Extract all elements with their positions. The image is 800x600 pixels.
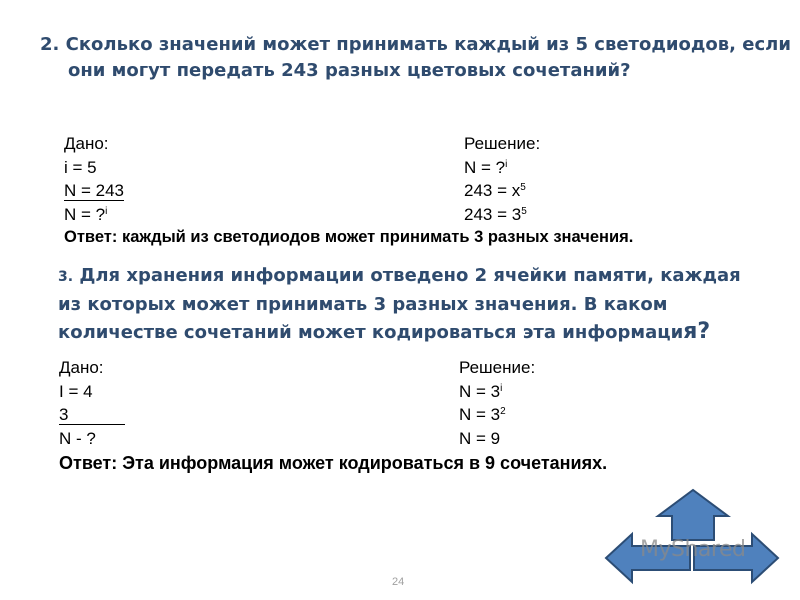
solution-line: $N = 3^i$ — [459, 381, 503, 401]
given-line: I = 4 — [59, 381, 93, 401]
given-line-underlined: 3 — [59, 405, 125, 425]
question-3-text: Для хранения информации отведено 2 ячейки памяти, каждая из которых может принимать 3 разных значения. В каком количестве сочетаний может кодироваться эта информаци — [58, 265, 741, 343]
solution-label: Решение: — [464, 134, 541, 153]
given-line: N = ?$^i$ — [64, 204, 108, 224]
given-block-2 — [59, 356, 125, 450]
solution-label: Решение: — [459, 358, 536, 377]
answer-2: Ответ: Эта информация может кодироваться в 9 сочетаниях. — [59, 453, 608, 473]
question-3 — [58, 262, 758, 346]
solution-line: $243 = 3^5$ — [464, 204, 527, 224]
solution-line: N = ?$^i$ — [464, 157, 508, 177]
question-3-number: 3. — [58, 269, 74, 285]
given-line: N - ? — [59, 428, 96, 448]
watermark-logo: MyShared — [640, 537, 746, 562]
solution-line: $243 = x^5$ — [464, 181, 526, 200]
question-2-line-2: они могут передать 243 разных цветовых сочетаний? — [68, 60, 631, 81]
page-number: 24 — [392, 576, 405, 588]
given-line-underlined: N = 243 — [64, 181, 125, 200]
question-3-ending: я? — [683, 319, 711, 344]
given-line: i = 5 — [64, 157, 97, 177]
given-label: Дано: — [64, 134, 109, 153]
given-block-1 — [64, 132, 124, 226]
solution-block-2 — [459, 356, 535, 450]
given-label: Дано: — [59, 358, 104, 377]
solution-block-1 — [464, 132, 540, 226]
question-2-line-1: 2. Сколько значений может принимать каждый из 5 светодиодов, если — [40, 34, 791, 55]
solution-line: N = 9 — [459, 428, 501, 448]
answer-1: Ответ: каждый из светодиодов может принимать 3 разных значения. — [64, 228, 634, 246]
arrow-up-icon[interactable] — [658, 490, 728, 540]
solution-line: $N = 3^2$ — [459, 405, 506, 424]
